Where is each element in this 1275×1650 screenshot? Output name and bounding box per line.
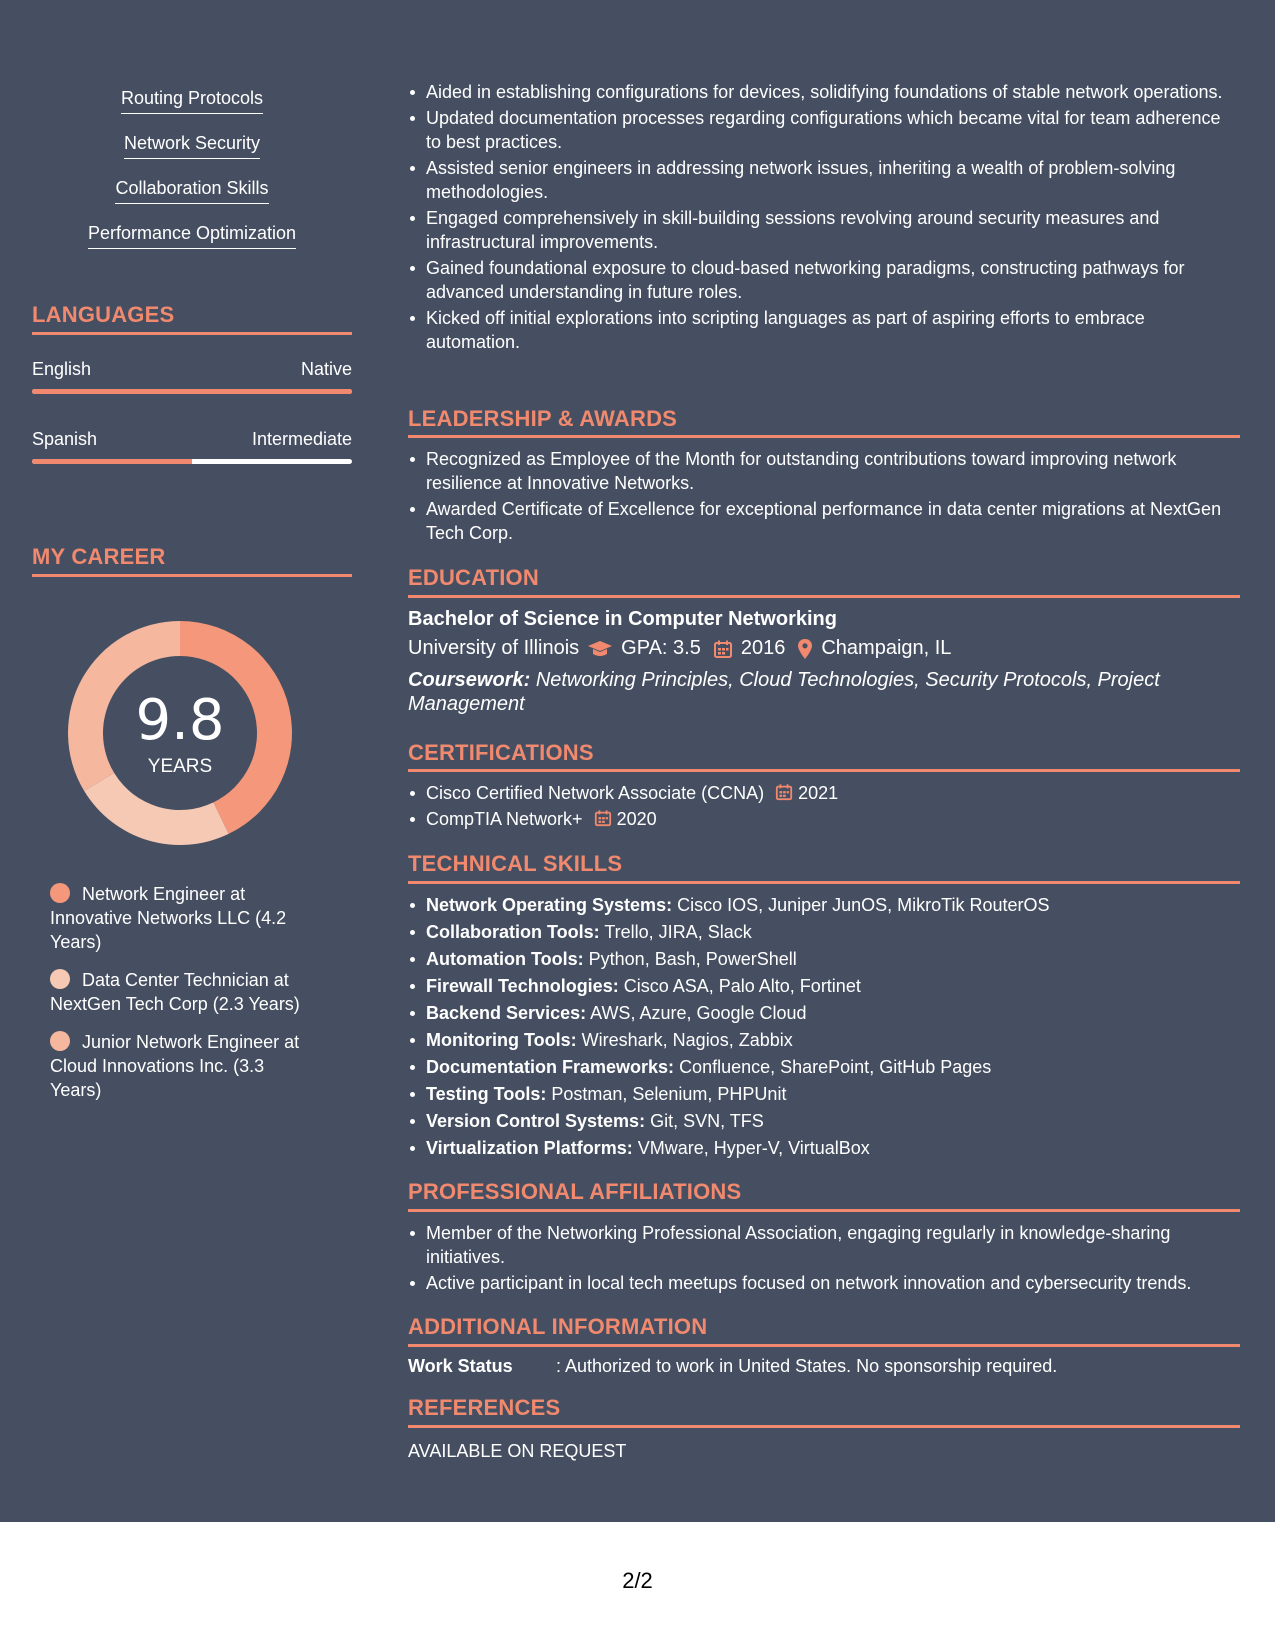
education-year: 2016	[740, 637, 786, 659]
work-status-value: : Authorized to work in United States. No sponsorship required.	[556, 1356, 1058, 1376]
donut-slice	[84, 773, 228, 845]
technical-skills-heading: TECHNICAL SKILLS	[408, 851, 623, 876]
certifications-rule	[408, 769, 1240, 772]
list-item: Version Control Systems: Git, SVN, TFS	[408, 1109, 1240, 1133]
skill-item: Network Security	[32, 133, 352, 159]
language-level: Intermediate	[251, 429, 352, 449]
list-item: Firewall Technologies: Cisco ASA, Palo Alto, Fortinet	[408, 974, 1240, 998]
work-status-row	[408, 1356, 1057, 1377]
list-item: Active participant in local tech meetups focused on network innovation and cybersecurity trends.	[408, 1271, 1240, 1295]
technical-skills-rule	[408, 881, 1240, 884]
certifications-heading: CERTIFICATIONS	[408, 740, 594, 765]
references-text: AVAILABLE ON REQUEST	[408, 1441, 627, 1461]
calendar-icon	[713, 639, 733, 659]
education-school: University of Illinois	[408, 637, 580, 659]
list-item: Backend Services: AWS, Azure, Google Cloud	[408, 1001, 1240, 1025]
leadership-list	[408, 447, 1240, 547]
language-row-english	[32, 359, 352, 380]
list-item: Recognized as Employee of the Month for outstanding contributions toward improving network resilience at Innovative Networks.	[408, 447, 1240, 495]
language-bar-spanish	[32, 459, 352, 464]
list-item: Awarded Certificate of Excellence for exceptional performance in data center migrations at NextGen Tech Corp.	[408, 497, 1240, 545]
list-item: Assisted senior engineers in addressing network issues, inheriting a wealth of problem-solving methodologies.	[408, 156, 1240, 204]
list-item: Gained foundational exposure to cloud-based networking paradigms, constructing pathways for advanced understanding in future roles.	[408, 256, 1240, 304]
calendar-icon	[594, 809, 612, 827]
legend-dot	[50, 1031, 70, 1051]
leadership-heading: LEADERSHIP & AWARDS	[408, 406, 678, 431]
experience-bullets	[408, 80, 1240, 356]
career-donut-chart	[60, 613, 300, 853]
list-item: Documentation Frameworks: Confluence, SharePoint, GitHub Pages	[408, 1055, 1240, 1079]
list-item: Testing Tools: Postman, Selenium, PHPUnit	[408, 1082, 1240, 1106]
education-details	[408, 637, 951, 660]
list-item: Member of the Networking Professional Association, engaging regularly in knowledge-sharing initiatives.	[408, 1221, 1240, 1269]
education-gpa: GPA: 3.5	[621, 637, 701, 659]
skill-item: Collaboration Skills	[32, 178, 352, 204]
list-item: Engaged comprehensively in skill-building sessions revolving around security measures and infrastructural improvements.	[408, 206, 1240, 254]
work-status-label: Work Status	[408, 1356, 513, 1376]
language-name: Spanish	[32, 429, 98, 449]
list-item: Cisco Certified Network Associate (CCNA) 2021	[408, 781, 1240, 805]
references-rule	[408, 1425, 1240, 1428]
list-item: Kicked off initial explorations into scripting languages as part of aspiring efforts to embrace automation.	[408, 306, 1240, 354]
affiliations-rule	[408, 1209, 1240, 1212]
list-item: Monitoring Tools: Wireshark, Nagios, Zabbix	[408, 1028, 1240, 1052]
languages-heading: LANGUAGES	[32, 302, 175, 327]
technical-skills-list	[408, 893, 1240, 1163]
leadership-rule	[408, 435, 1240, 438]
affiliations-heading: PROFESSIONAL AFFILIATIONS	[408, 1179, 742, 1204]
education-rule	[408, 595, 1240, 598]
list-item: Automation Tools: Python, Bash, PowerShell	[408, 947, 1240, 971]
languages-rule	[32, 332, 352, 335]
career-legend-item: Data Center Technician at NextGen Tech Corp (2.3 Years)	[50, 970, 300, 1014]
education-coursework: Coursework: Networking Principles, Cloud Technologies, Security Protocols, Project Management	[408, 669, 1160, 715]
language-level: Native	[300, 359, 352, 379]
additional-info-heading: ADDITIONAL INFORMATION	[408, 1314, 708, 1339]
language-bar-fill	[32, 389, 352, 394]
education-heading: EDUCATION	[408, 565, 539, 590]
list-item: Network Operating Systems: Cisco IOS, Juniper JunOS, MikroTik RouterOS	[408, 893, 1240, 917]
page-number: 2/2	[622, 1568, 653, 1593]
career-legend-item: Network Engineer at Innovative Networks LLC (4.2 Years)	[50, 884, 287, 952]
calendar-icon	[775, 783, 793, 801]
affiliations-list	[408, 1221, 1240, 1297]
list-item: Updated documentation processes regarding configurations which became vital for team adherence to best practices.	[408, 106, 1240, 154]
legend-dot	[50, 969, 70, 989]
education-location: Champaign, IL	[821, 637, 952, 659]
language-row-spanish	[32, 429, 352, 450]
legend-dot	[50, 883, 70, 903]
language-bar-fill	[32, 459, 192, 464]
career-heading: MY CAREER	[32, 544, 166, 569]
list-item: Aided in establishing configurations for devices, solidifying foundations of stable network operations.	[408, 80, 1240, 104]
skill-item: Routing Protocols	[32, 88, 352, 114]
certifications-list	[408, 781, 1240, 833]
career-legend-item: Junior Network Engineer at Cloud Innovations Inc. (3.3 Years)	[50, 1032, 300, 1100]
list-item: Virtualization Platforms: VMware, Hyper-V, VirtualBox	[408, 1136, 1240, 1160]
list-item: CompTIA Network+ 2020	[408, 807, 1240, 831]
graduation-cap-icon	[587, 640, 613, 658]
career-total-value: 9.8	[135, 688, 225, 753]
skill-item: Performance Optimization	[32, 223, 352, 249]
additional-info-rule	[408, 1344, 1240, 1347]
education-degree: Bachelor of Science in Computer Networking	[408, 608, 837, 630]
location-pin-icon	[797, 638, 813, 660]
career-total-unit: YEARS	[147, 756, 213, 777]
career-rule	[32, 574, 352, 577]
references-heading: REFERENCES	[408, 1395, 561, 1420]
language-bar-english	[32, 389, 352, 394]
language-name: English	[32, 359, 92, 379]
list-item: Collaboration Tools: Trello, JIRA, Slack	[408, 920, 1240, 944]
